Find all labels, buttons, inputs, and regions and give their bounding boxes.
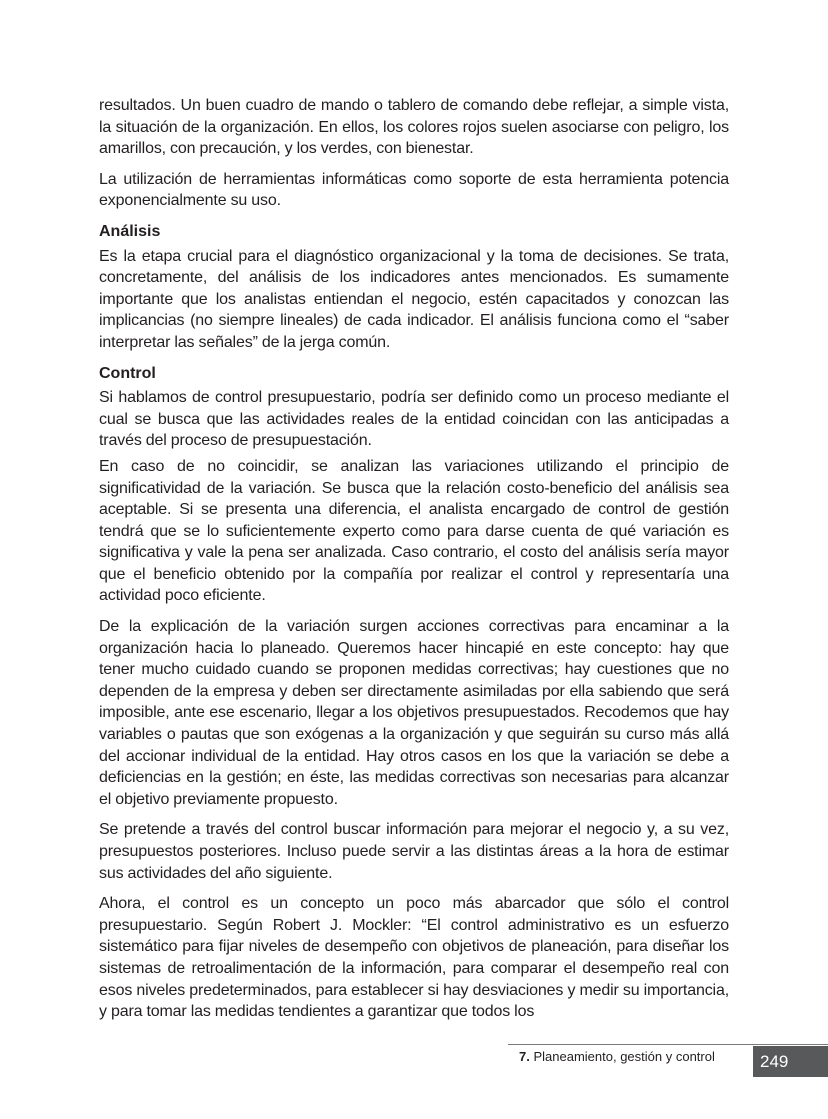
paragraph-it-tools: La utilización de herramientas informáticas como soporte de esta herramienta potencia exponencialmente su uso. [99,170,729,210]
chapter-title: Planeamiento, gestión y control [533,1049,715,1064]
page-number: 249 [760,1052,789,1071]
chapter-number: 7. [519,1049,530,1064]
running-footer [519,1049,715,1065]
footer-divider [508,1044,828,1045]
paragraph-variations: En caso de no coincidir, se analizan las variaciones utilizando el principio de significatividad de la variación. Se busca que la relación costo-beneficio del análisis sea aceptable. Si se presenta una diferencia, el analista encargado de control de gestión tendrá que se lo suficientemente experto como para darse cuenta de qué variación es significativa y vale la pena ser analizada. Caso contrario, el costo del análisis sería mayor que el beneficio obtenido por la compañía por realizar el control y representaría una actividad poco eficiente. [99,457,729,605]
heading-control: Control [99,364,156,382]
paragraph-mockler-quote: Ahora, el control es un concepto un poco más abarcador que sólo el control presupuestario. Según Robert J. Mockler: “El control administrativo es un esfuerzo sistemático para fijar niveles de desempeño con objetivos de planeación, para diseñar los sistemas de retroalimentación de la información, para comparar el desempeño real con esos niveles predeterminados, para establecer si hay desviaciones y medir su importancia, y para tomar las medidas tendientes a garantizar que todos los [99,895,729,1021]
paragraph-control-definition: Si hablamos de control presupuestario, podría ser definido como un proceso mediante el cual se busca que las actividades reales de la entidad coincidan con las anticipadas a través del proceso de presupuestación. [99,389,729,450]
paragraph-analisis: Es la etapa crucial para el diagnóstico organizacional y la toma de decisiones. Se trata, concretamente, del análisis de los indicadores antes mencionados. Es sumamente importante que los analistas entiendan el negocio, estén capacitados y conozcan las implicancias (no siempre lineales) de cada indicador. El análisis funciona como el “saber interpretar las señales” de la jerga común. [99,247,729,351]
paragraph-dashboard-colors: resultados. Un buen cuadro de mando o tablero de comando debe reflejar, a simple vista, la situación de la organización. En ellos, los colores rojos suelen asociarse con peligro, los amarillos, con precaución, y los verdes, con bienestar. [99,97,729,158]
page-body [99,95,729,1032]
paragraph-corrective-actions: De la explicación de la variación surgen acciones correctivas para encaminar a la organización hacia lo planeado. Queremos hacer hincapié en este concepto: hay que tener mucho cuidado cuando se proponen medidas correctivas; hay cuestiones que no dependen de la empresa y deben ser directamente asimiladas por ella sabiendo que será imposible, ante ese escenario, llegar a los objetivos presupuestados. Recodemos que hay variables o pautas que son exógenas a la organización y que seguirán su curso más allá del accionar individual de la entidad. Hay otros casos en los que la variación se debe a deficiencias en la gestión; en éste, las medidas correctivas son necesarias para alcanzar el objetivo previamente propuesto. [99,618,729,808]
paragraph-control-purpose: Se pretende a través del control buscar información para mejorar el negocio y, a su vez, presupuestos posteriores. Incluso puede servir a las distintas áreas a la hora de estimar sus actividades del año siguiente. [99,821,729,882]
page-number-box [753,1046,828,1077]
heading-analisis: Análisis [99,222,161,240]
